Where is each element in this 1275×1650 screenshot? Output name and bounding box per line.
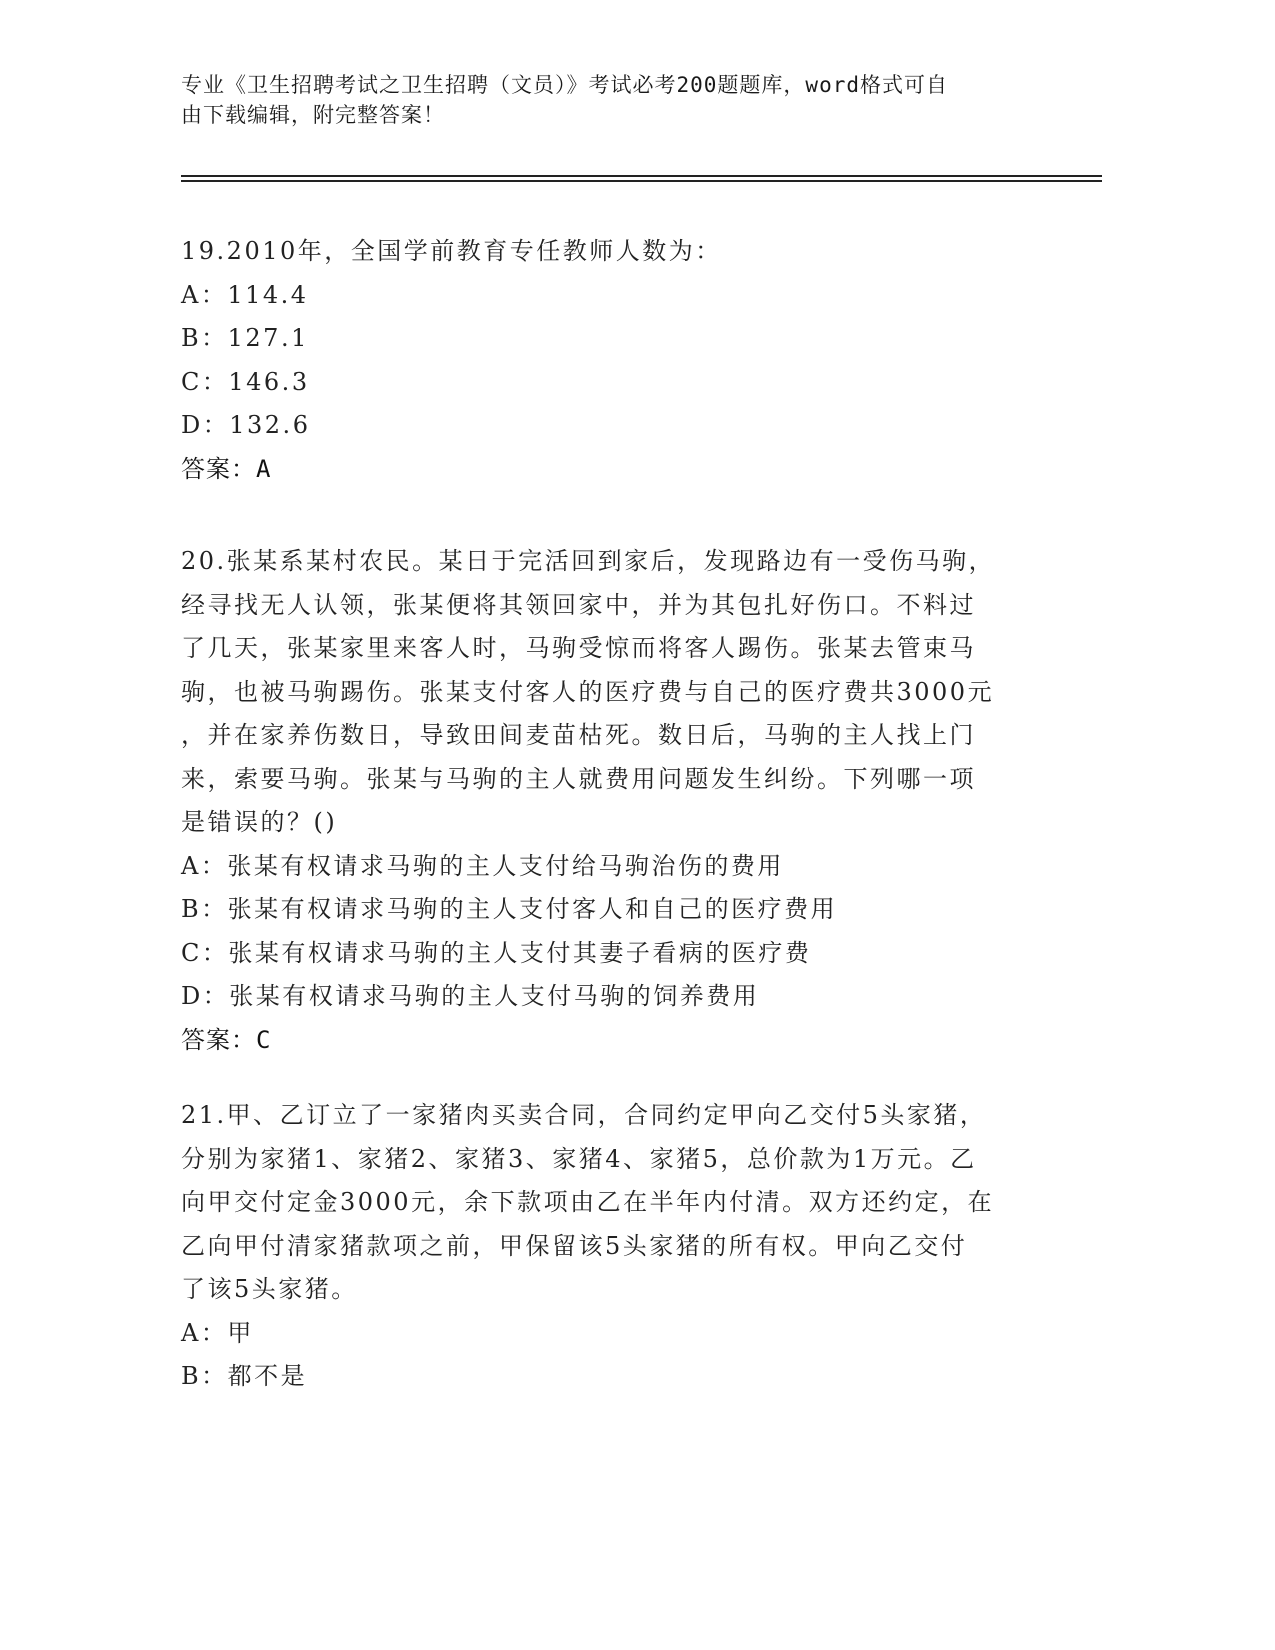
option-b: [181, 1355, 1061, 1399]
question-20: [181, 540, 1061, 1062]
option-text: 114.4: [227, 280, 309, 309]
header-divider-bottom: [181, 180, 1102, 182]
option-key: A：: [181, 851, 228, 880]
question-text-line: 经寻找无人认领，张某便将其领回家中，并为其包扎好伤口。不料过: [181, 590, 976, 619]
option-d: [181, 975, 1061, 1019]
option-text: 甲: [227, 1318, 254, 1347]
option-key: B：: [181, 895, 228, 923]
option-a: [181, 1312, 1061, 1356]
option-key: D：: [181, 982, 230, 1010]
option-c: [181, 361, 1061, 405]
option-text: 张某有权请求马驹的主人支付客人和自己的医疗费用: [227, 895, 838, 923]
option-d: [181, 404, 1061, 448]
option-key: C：: [181, 938, 229, 967]
header-line-2: 由下载编辑，附完整答案！: [181, 103, 445, 127]
option-key: A：: [181, 280, 228, 309]
option-text: 127.1: [227, 324, 309, 352]
question-text-line: 了该5头家猪。: [181, 1275, 358, 1303]
question-text-line: 乙向甲付清家猪款项之前，甲保留该5头家猪的所有权。甲向乙交付: [181, 1231, 968, 1260]
option-a: [181, 845, 1061, 889]
question-text: 19.2010年，全国学前教育专任教师人数为：: [181, 237, 722, 265]
header-divider-top: [181, 175, 1102, 177]
question-text-line: 来，索要马驹。张某与马驹的主人就费用问题发生纠纷。下列哪一项: [181, 764, 976, 793]
header-line-1: 专业《卫生招聘考试之卫生招聘（文员）》考试必考200题题库，word格式可自: [181, 73, 948, 97]
option-key: B：: [181, 324, 228, 352]
option-b: [181, 888, 1061, 932]
question-19: [181, 230, 1061, 491]
answer-label: 答案：A: [181, 454, 272, 483]
option-key: D：: [181, 411, 230, 439]
option-text: 132.6: [229, 411, 311, 439]
question-text-line: 了几天，张某家里来客人时，马驹受惊而将客人踢伤。张某去管束马: [181, 634, 976, 662]
option-text: 146.3: [228, 367, 310, 396]
option-c: [181, 932, 1061, 976]
question-text-line: 向甲交付定金3000元，余下款项由乙在半年内付清。双方还约定，在: [181, 1188, 995, 1216]
document-header: [181, 70, 1061, 130]
option-b: [181, 317, 1061, 361]
option-key: C：: [181, 367, 229, 396]
question-21: [181, 1094, 1061, 1399]
answer-label: 答案：C: [181, 1025, 272, 1054]
option-text: 张某有权请求马驹的主人支付马驹的饲养费用: [229, 982, 760, 1010]
question-text-line: 21.甲、乙订立了一家猪肉买卖合同，合同约定甲向乙交付5头家猪，: [181, 1101, 987, 1129]
question-text-line: 驹，也被马驹踢伤。张某支付客人的医疗费与自己的医疗费共3000元: [181, 677, 995, 706]
option-a: [181, 274, 1061, 318]
question-text-line: ，并在家养伤数日，导致田间麦苗枯死。数日后，马驹的主人找上门: [181, 721, 976, 749]
option-text: 都不是: [227, 1362, 308, 1390]
question-text-line: 20.张某系某村农民。某日于完活回到家后，发现路边有一受伤马驹，: [181, 547, 996, 575]
option-text: 张某有权请求马驹的主人支付其妻子看病的医疗费: [228, 938, 812, 967]
option-key: B：: [181, 1362, 228, 1390]
question-text-line: 是错误的？(): [181, 808, 338, 836]
option-text: 张某有权请求马驹的主人支付给马驹治伤的费用: [227, 851, 784, 880]
option-key: A：: [181, 1318, 228, 1347]
question-text-line: 分别为家猪1、家猪2、家猪3、家猪4、家猪5，总价款为1万元。乙: [181, 1144, 977, 1173]
